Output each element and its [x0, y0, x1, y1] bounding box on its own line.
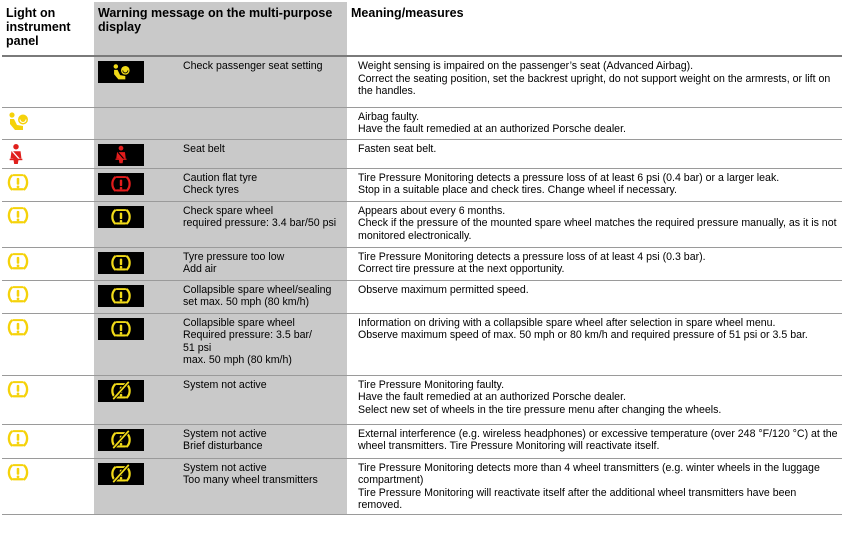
meaning-line: Appears about every 6 months.: [358, 204, 506, 217]
tire-pressure-icon: [6, 462, 92, 482]
lamp-cell: [2, 56, 94, 107]
lamp-cell: [2, 424, 94, 458]
tire-pressure-icon: [6, 284, 92, 304]
meaning-line: Information on driving with a collapsible spare wheel after selection in spare wheel menu.: [358, 316, 776, 329]
tire-pressure-icon: [6, 317, 92, 337]
tire-pressure-display-icon: [98, 206, 144, 228]
header-row: [2, 2, 842, 56]
warning-message-line: System not active: [183, 461, 267, 474]
meaning-cell: [347, 458, 842, 514]
table-row: [2, 280, 842, 313]
display-icon-cell: [94, 375, 177, 424]
meaning-line: Have the fault remedied at an authorized Porsche dealer.: [358, 123, 626, 136]
meaning-line: Correct tire pressure at the next opportunity.: [358, 263, 565, 276]
header-warning-message: Warning message on the multi-purpose display: [94, 2, 347, 56]
tire-pressure-icon: [6, 379, 92, 399]
warning-message-line: required pressure: 3.4 bar/50 psi: [183, 217, 337, 230]
display-icon-cell: [94, 280, 177, 313]
table-row: [2, 139, 842, 168]
warning-message-cell: [177, 107, 347, 139]
display-icon-cell: [94, 107, 177, 139]
lamp-cell: [2, 201, 94, 247]
meaning-cell: [347, 201, 842, 247]
warning-message-cell: [177, 458, 347, 514]
table-row: [2, 107, 842, 139]
warning-message-line: Check tyres: [183, 184, 239, 197]
warning-lights-table: [2, 2, 842, 515]
tpms-inactive-display-icon: [98, 380, 144, 402]
warning-message-line: Caution flat tyre: [183, 171, 258, 184]
table-row: [2, 458, 842, 514]
display-icon-cell: [94, 247, 177, 280]
seatbelt-icon: [6, 143, 92, 165]
display-icon-cell: [94, 168, 177, 201]
warning-message-line: Check spare wheel: [183, 204, 274, 217]
tire-pressure-icon: [6, 205, 92, 225]
meaning-line: Stop in a suitable place and check tires. Change wheel if necessary.: [358, 184, 677, 197]
lamp-cell: [2, 139, 94, 168]
tire-pressure-display-icon: [98, 318, 144, 340]
warning-message-line: System not active: [183, 378, 267, 391]
lamp-cell: [2, 458, 94, 514]
warning-message-line: Brief disturbance: [183, 440, 263, 453]
tire-pressure-display-icon: [98, 285, 144, 307]
warning-message-cell: [177, 375, 347, 424]
tire-pressure-icon: [6, 172, 92, 192]
display-icon-cell: [94, 424, 177, 458]
warning-message-line: Required pressure: 3.5 bar/: [183, 329, 312, 342]
display-icon-cell: [94, 56, 177, 107]
meaning-line: Tire Pressure Monitoring detects more than 4 wheel transmitters (e.g. winter wheels in the luggage compartment): [358, 461, 820, 487]
airbag-seat-icon: [98, 61, 144, 83]
tpms-inactive-display-icon: [98, 463, 144, 485]
warning-message-line: Check passenger seat setting: [183, 60, 323, 72]
tire-pressure-icon: [6, 428, 92, 448]
warning-message-line: set max. 50 mph (80 km/h): [183, 296, 309, 309]
lamp-cell: [2, 375, 94, 424]
meaning-line: Tire Pressure Monitoring detects a pressure loss of at least 4 psi (0.3 bar).: [358, 250, 706, 263]
meaning-line: Observe maximum permitted speed.: [358, 283, 529, 296]
warning-message-line: Tyre pressure too low: [183, 250, 285, 263]
meaning-cell: [347, 280, 842, 313]
lamp-cell: [2, 313, 94, 375]
lamp-cell: [2, 168, 94, 201]
tire-pressure-icon: [6, 251, 92, 271]
tire-pressure-display-icon: [98, 173, 144, 195]
meaning-cell: [347, 168, 842, 201]
warning-message-cell: [177, 139, 347, 168]
warning-message-line: 51 psi: [183, 341, 212, 354]
display-icon-cell: [94, 313, 177, 375]
lamp-cell: [2, 107, 94, 139]
meaning-line: Fasten seat belt.: [358, 142, 437, 155]
meaning-line: Airbag faulty.: [358, 110, 420, 123]
tpms-inactive-display-icon: [98, 429, 144, 451]
meaning-cell: [347, 247, 842, 280]
meaning-line: External interference (e.g. wireless headphones) or excessive temperature (over 248 °F/120 °C) at the wheel transmitters. Tire Pressure Monitoring will reactivate itself.: [358, 427, 838, 453]
airbag-icon: [6, 111, 92, 133]
lamp-cell: [2, 280, 94, 313]
warning-message-cell: [177, 424, 347, 458]
table-row: [2, 56, 842, 107]
meaning-line: Have the fault remedied at an authorized Porsche dealer.: [358, 391, 626, 404]
meaning-cell: [347, 375, 842, 424]
header-meaning: Meaning/measures: [347, 2, 842, 56]
warning-message-line: max. 50 mph (80 km/h): [183, 354, 292, 367]
table-row: [2, 313, 842, 375]
display-icon-cell: [94, 201, 177, 247]
meaning-line: Tire Pressure Monitoring will reactivate itself after the additional wheel transmitters have been removed.: [358, 486, 797, 512]
display-icon-cell: [94, 458, 177, 514]
warning-message-cell: [177, 247, 347, 280]
warning-message-line: Collapsible spare wheel: [183, 316, 295, 329]
warning-message-line: Too many wheel transmitters: [183, 474, 318, 487]
table-row: [2, 424, 842, 458]
warning-message-line: System not active: [183, 427, 267, 440]
warning-message-cell: [177, 201, 347, 247]
warning-message-cell: [177, 168, 347, 201]
meaning-cell: [347, 313, 842, 375]
meaning-line: Tire Pressure Monitoring faulty.: [358, 378, 505, 391]
meaning-line: Select new set of wheels in the tire pressure menu after changing the wheels.: [358, 403, 722, 416]
table-row: [2, 201, 842, 247]
lamp-cell: [2, 247, 94, 280]
meaning-cell: [347, 56, 842, 107]
table-row: [2, 375, 842, 424]
warning-message-line: Seat belt: [183, 142, 225, 155]
table-row: [2, 247, 842, 280]
warning-message-cell: [177, 280, 347, 313]
meaning-line: Tire Pressure Monitoring detects a pressure loss of at least 6 psi (0.4 bar) or a larger leak.: [358, 171, 780, 184]
table-row: [2, 168, 842, 201]
seatbelt-display-icon: [98, 144, 144, 166]
meaning-cell: [347, 424, 842, 458]
warning-message-cell: [177, 56, 347, 107]
meaning-cell: [347, 139, 842, 168]
meaning-line: Observe maximum speed of max. 50 mph or 80 km/h and required pressure of 51 psi or 3.5 bar.: [358, 329, 808, 342]
meaning-line: Check if the pressure of the mounted spare wheel matches the required pressure manually, as it is not monitored electronically.: [358, 217, 837, 242]
warning-message-line: Collapsible spare wheel/sealing: [183, 283, 332, 296]
meaning-line: Weight sensing is impaired on the passenger’s seat (Advanced Airbag).: [358, 60, 694, 72]
warning-message-line: Add air: [183, 263, 217, 276]
header-light-on-panel: Light on instrument panel: [2, 2, 94, 56]
display-icon-cell: [94, 139, 177, 168]
warning-message-cell: [177, 313, 347, 375]
tire-pressure-display-icon: [98, 252, 144, 274]
meaning-cell: [347, 107, 842, 139]
meaning-line: Correct the seating position, set the backrest upright, do not support weight on the armrests, or lift on the handles.: [358, 72, 831, 98]
